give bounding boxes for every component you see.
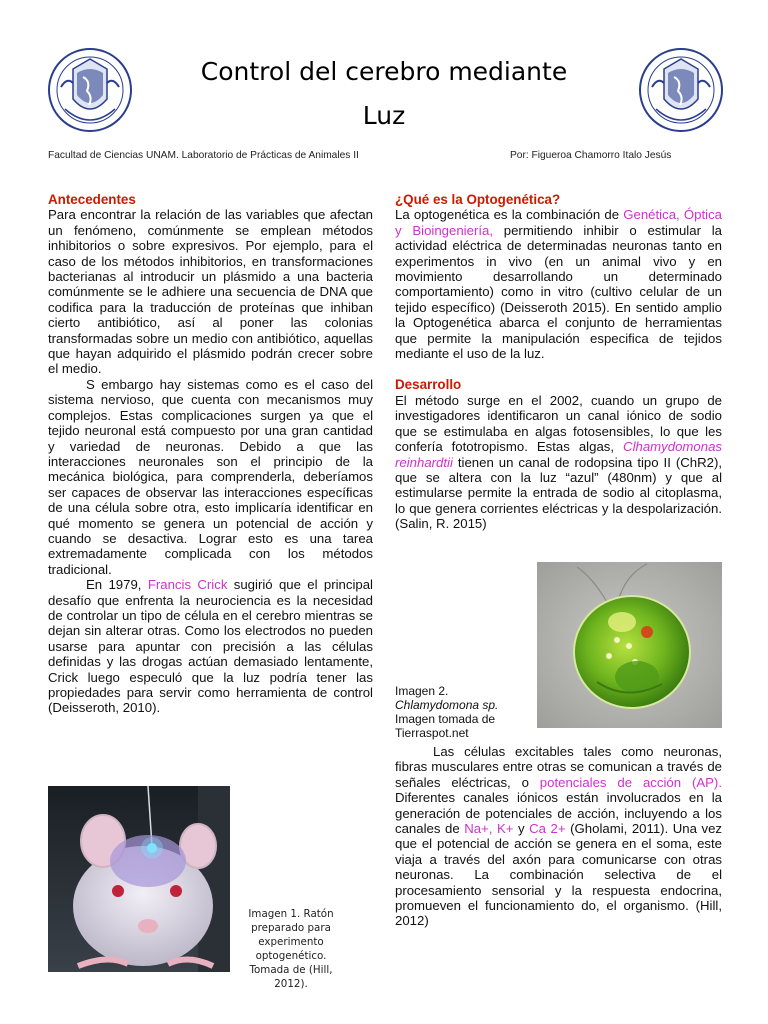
p2-rest: (Gholami, 2011). Una vez que el potencial de acción se genera en el soma, este viaja a través del axón para comunicarse con otras neuronas. La combinación selectiva de el procesamiento sensorial y la respuesta endocrina, promueven el funcionamiento do, el organismo. (Hill, 2012) [395, 821, 723, 929]
genetica-optica-link[interactable]: Genética, Óptica y Bioingeniería, [395, 207, 723, 238]
faculty-line: Facultad de Ciencias UNAM. Laboratorio de Prácticas de Animales II [48, 150, 359, 161]
p3-rest: sugirió que el principal desafío que enfrenta la neurociencia es la necesidad de controlar un tipo de célula en el cerebro mientras se dejan sin alterar otras. Como los electrodos no pueden usarse para apuntar con precisión a las células definidas y las drogas actúan demasiado lentamente, Crick luego especuló que la luz podría tener las propiedades para servir como herramienta de control (Deisseroth, 2010). [48, 577, 373, 716]
author-line: Por: Figueroa Chamorro Italo Jesús [510, 150, 672, 161]
unam-seal-right [638, 47, 724, 133]
antecedentes-paragraph-3 [48, 577, 373, 716]
image-2-caption [395, 684, 535, 740]
cap2-species: Chlamydomona sp. [395, 698, 499, 712]
cap2-rest: Imagen tomada de Tierraspot.net [395, 712, 496, 740]
rat-image [48, 786, 230, 972]
na-link[interactable]: Na+, [464, 821, 493, 837]
des-p1-rest: tienen un canal de rodopsina tipo II (ChR2), que se altera con la luz “azul” (480nm) y que al estimularse permite la entrada de sodio al citoplasma, lo que genera corrientes eléctricas y la despolarización. (Salin, R. 2015) [395, 454, 722, 532]
optogenetica-heading: ¿Qué es la Optogenética? [395, 192, 561, 207]
desarrollo-paragraph [395, 393, 722, 532]
antecedentes-heading: Antecedentes [48, 192, 136, 207]
k-link[interactable]: K+ [496, 821, 514, 837]
potenciales-paragraph [395, 744, 722, 929]
cap2-start: Imagen 2. [395, 684, 449, 698]
francis-crick-link[interactable]: Francis Crick [147, 577, 228, 593]
p2-start: Las células excitables tales como neuronas, fibras musculares entre otras se comunican a través de señales eléctricas, o [395, 744, 722, 790]
chlamydomonas-link[interactable]: Clhamydomonas reinhardtii [395, 439, 722, 470]
image-1-caption: Imagen 1. Ratón preparado para experimento optogenético. Tomada de (Hill, 2012). [248, 908, 334, 990]
des-p1-start: El método surge en el 2002, cuando un grupo de investigadores identificaron un canal iónico de sodio que se estimulaba en algas fotosensibles, lo que les confería fototropismo. Estas algas, [395, 392, 722, 455]
title-line-1: Control del cerebro mediante [200, 57, 568, 86]
ca-link[interactable]: Ca 2+ [529, 821, 566, 837]
right-column-bottom [395, 744, 722, 929]
potenciales-accion-link[interactable]: potenciales de acción (AP). [539, 774, 722, 790]
p3-start: En 1979, [86, 577, 148, 593]
optogenetica-paragraph [395, 207, 722, 361]
chlamydomonas-image [537, 562, 722, 728]
unam-seal-left [47, 47, 133, 133]
desarrollo-heading: Desarrollo [395, 377, 462, 393]
q-p1-start: La optogenética es la combinación de [395, 207, 624, 223]
ion-y: y [513, 821, 530, 837]
title-line-2: Luz [362, 101, 406, 130]
q-p1-rest: permitiendo inhibir o estimular la actividad eléctrica de determinadas neuronas tanto en experimentos in vivo (en un animal vivo y en movimiento desarrollando un determinado comportamiento) como in vitro (cultivo celular de un tejido específico) (Deisseroth 2015). En sentido amplio la Optogenética abarca el conjunto de herramientas que permite la manipulación especifica de tejidos mediante el uso de la luz. [395, 222, 722, 362]
page-title [150, 50, 618, 138]
antecedentes-paragraph-2: S embargo hay sistemas como es el caso del sistema nervioso, que cuenta con mecanismos muy complejos. Estas complicaciones surgen ya que el tejido neuronal está compuesto por una gran cantidad y variedad de neuronas. Debido a que las interacciones neuronales son el principio de la mecánica biológica, para comprenderla, deberíamos ser capaces de observar las interacciones específicas de una célula sobre otra, esto implicaría identificar en qué momento se genera un potencial de acción y cuando se desactiva. Lograr esto es una tarea extremadamente complicada con los métodos tradicional. [48, 376, 373, 577]
left-column [48, 192, 373, 716]
antecedentes-paragraph-1: Para encontrar la relación de las variables que afectan un fenómeno, comúnmente se emplean métodos inhibitorios o sobre expresivos. Por ejemplo, para el caso de los métodos inhibitorios, en transformaciones bacterianas al introducir un plásmido a una bacteria comúnmente se le adhiere una secuencia de DNA que codifica para la traducción de proteínas que inhiban cierto antibiótico, así al poner las colonias transformadas sobre un medio con antibiótico, aquellas que hayan adquirido el plásmido podrán crecer sobre el medio. [48, 207, 373, 377]
right-column-top [395, 192, 722, 532]
p2-mid: Diferentes canales iónicos están involucrados en la generación de potenciales de acción, incluyendo a los canales de [395, 790, 722, 837]
